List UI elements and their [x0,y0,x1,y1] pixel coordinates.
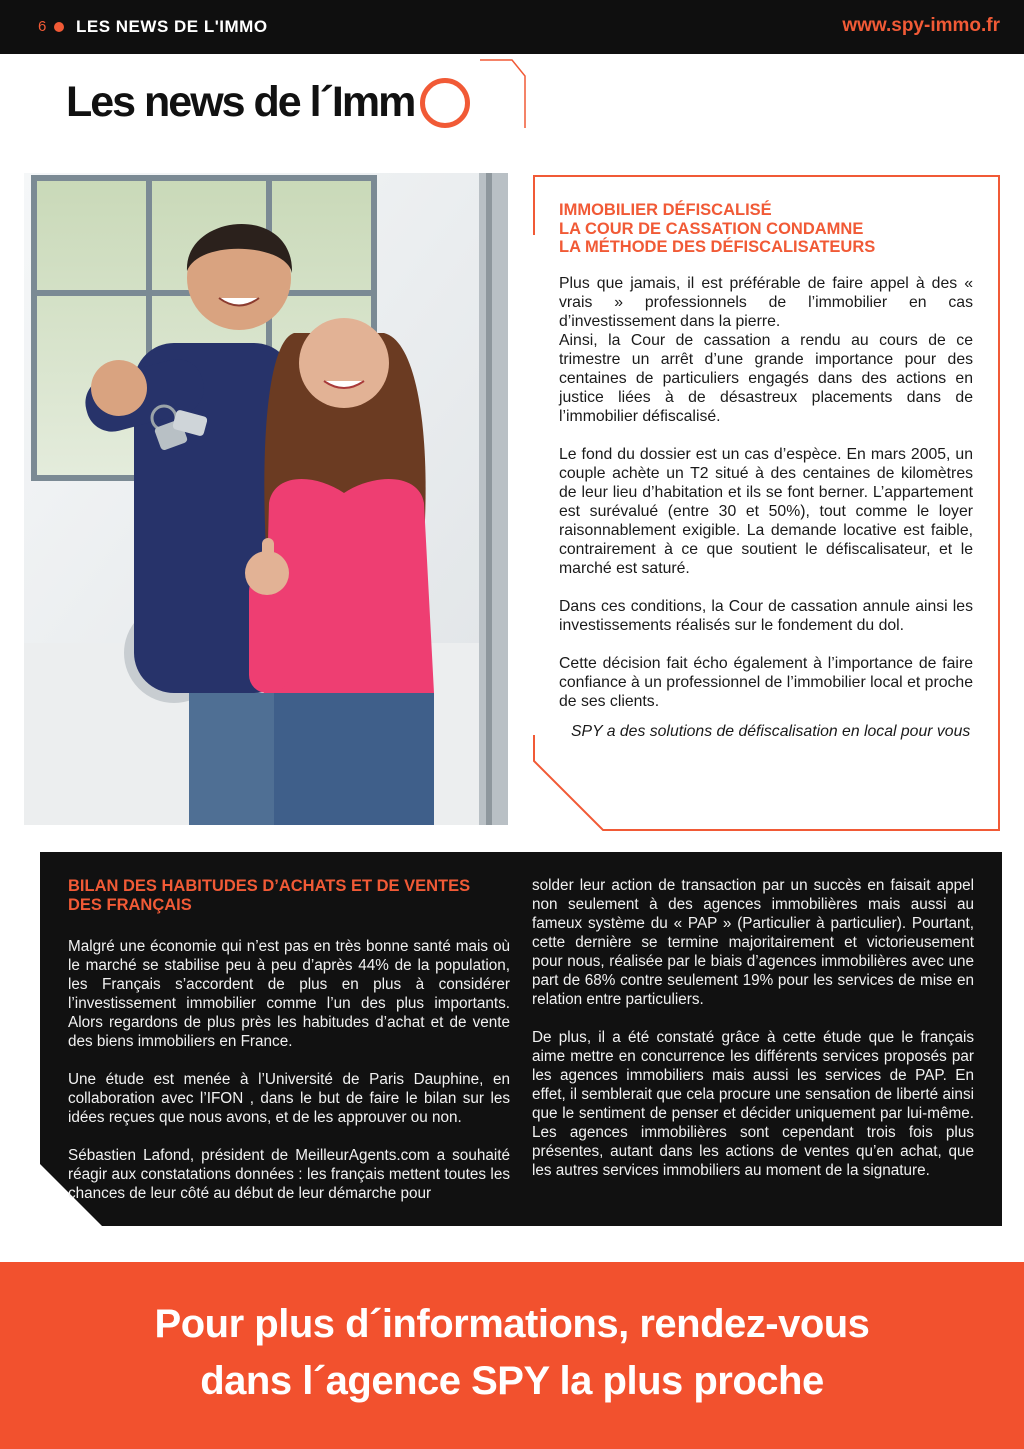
footer-banner [0,1262,1024,1449]
article2-left-column [68,877,510,1222]
article2-paragraph: Sébastien Lafond, président de MeilleurAgents.com a souhaité réagir aux constatations données : les français mettent toutes les chances de leur côté au début de leur démarche pour [68,1147,510,1202]
section-label: LES NEWS DE L'IMMO [76,17,268,36]
article2-paragraph: Malgré une économie qui n’est pas en très bonne santé mais où le marché se stabilise peu à peu d’après 44% de la population, les Français s’accordent de plus en plus à considérer l’investissement immobilier comme l’un des plus importants. Alors regardons de plus près les habitudes d’achat et de vente des biens immobiliers en France. [68,938,510,1050]
article1-note: SPY a des solutions de défiscalisation en local pour vous [571,722,971,740]
article1-heading-line: LA COUR DE CASSATION CONDAMNE [559,219,864,238]
corner-decoration-icon [480,58,530,130]
footer-line: dans l´agence SPY la plus proche [200,1359,824,1403]
article1-sentence: Ainsi, la Cour de cassation a rendu au cours de ce trimestre un arrêt d’une grande importance pour des centaines de particuliers engagés dans des actions en justice liées à de désastreux placements dans de l’immobilier défiscalisé. [559,331,973,425]
footer-line: Pour plus d´informations, rendez-vous [154,1302,870,1346]
article1-sentence: Plus que jamais, il est préférable de faire appel à des « vrais » professionnels de l’immobilier en cas d’investissement dans la pierre. [559,274,973,330]
article2-paragraph: De plus, il a été constaté grâce à cette étude que le français aime mettre en concurrence les différents services proposés par les agences immobiliers mais aussi les services de PAP. En effet, il semblerait que cela procure une sensation de liberté ainsi que le sentiment de penser et décider uniquement par lui-même. Les agences immobilières sont cependant trois fois plus présentes, autant dans les actions de ventes qu’en achat, que les autres services immobiliers au moment de la signature. [532,1029,974,1179]
article1-paragraph: Dans ces conditions, la Cour de cassation annule ainsi les investissements réalisés sur le fondement du dol. [559,597,973,634]
site-url-link[interactable]: www.spy-immo.fr [842,15,1000,36]
page-title: Les news de l´Imm [66,78,415,126]
article1-heading-line: LA MÉTHODE DES DÉFISCALISATEURS [559,238,876,256]
article1 [559,201,973,741]
article2-heading-line: BILAN DES HABITUDES D’ACHATS ET DE VENTES [68,877,471,895]
article2-heading-line: DES FRANÇAIS [68,895,192,914]
article2-heading [68,877,510,914]
article1-paragraph: Cette décision fait écho également à l’importance de faire confiance à un professionnel de l’immobilier local et proche de ses clients. [559,654,973,710]
page-number: 6 [38,18,47,35]
bullet-dot-icon [54,22,64,32]
couple-with-keys-photo [24,173,508,825]
article1-paragraph [559,274,973,426]
article1-heading [559,201,973,257]
title-ring-icon [420,78,470,128]
article2-paragraph: Une étude est menée à l’Université de Paris Dauphine, en collaboration avec l’IFON , dans le but de faire le bilan sur les idées reçues que nous avons, et de les approuver ou non. [68,1071,510,1126]
article2-right-column [532,876,974,1199]
top-bar [0,0,1024,54]
article2-paragraph: solder leur action de transaction par un succès en faisait appel non seulement à des agences immobilières mais aussi au fameux système du « PAP » (Particulier à particulier). Pourtant, cette dernière se termine majoritairement et victorieusement pour nous, réalisée par le biais d’agences immobilières avec une part de 68% contre seulement 19% pour les services de mise en relation entre particuliers. [532,877,974,1008]
article1-paragraph: Le fond du dossier est un cas d’espèce. En mars 2005, un couple achète un T2 situé à des centaines de kilomètres de leur lieu d’habitation et ils se font berner. L’appartement est surévalué (entre 30 et 50%), tout comme le loyer raisonnablement exigible. La demande locative est faible, contrairement à ce que soutient le défiscalisateur, et le marché est saturé. [559,445,973,577]
article1-heading-line: IMMOBILIER DÉFISCALISÉ [559,201,772,219]
